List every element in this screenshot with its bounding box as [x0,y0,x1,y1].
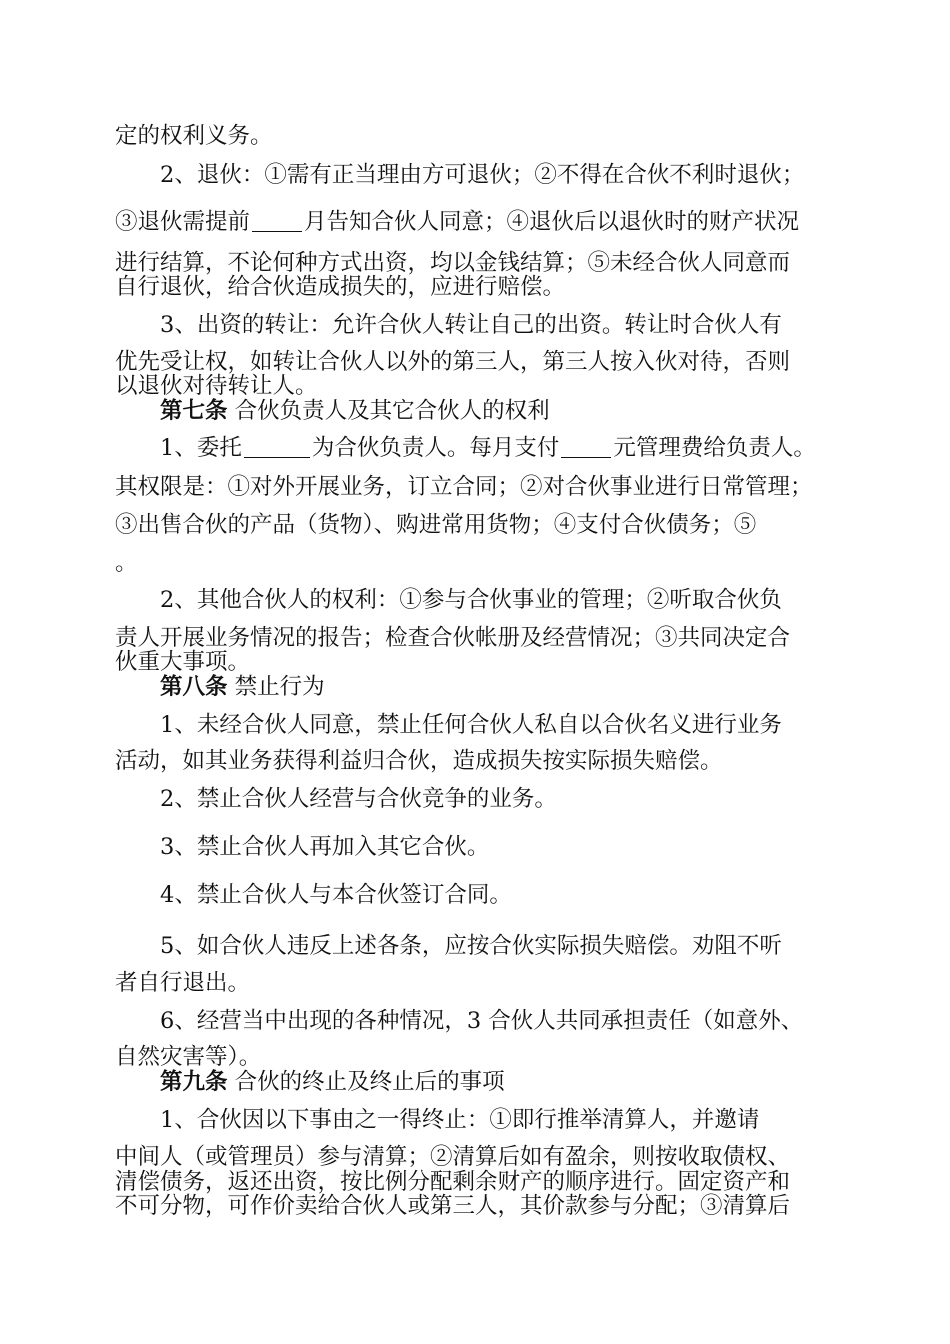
text-line: ③出售合伙的产品（货物）、购进常用货物；④支付合伙债务；⑤ [115,512,757,538]
text-segment: 元管理费给负责人。 [613,435,816,461]
text-line: 优先受让权，如转让合伙人以外的第三人，第三人按入伙对待，否则 [115,349,791,375]
text-line: 不可分物，可作价卖给合伙人或第三人，其价款参与分配；③清算后 [115,1193,791,1219]
blank-underline [561,435,611,458]
text-segment: ③退伙需提前 [115,209,251,235]
text-segment: 月告知合伙人同意；④退伙后以退伙时的财产状况 [304,209,800,235]
blank-underline [252,209,302,232]
text-line: 定的权利义务。 [115,123,273,149]
text-segment: 1、委托 [160,435,242,461]
text-line [115,207,950,237]
text-line: 2、其他合伙人的权利：①参与合伙事业的管理；②听取合伙负 [160,587,782,613]
text-line: 伙重大事项。 [115,649,251,675]
text-line: 自行退伙，给合伙造成损失的，应进行赔偿。 [115,274,566,300]
text-line: 自然灾害等）。 [115,1044,262,1070]
text-segment: 为合伙负责人。每月支付 [311,435,560,461]
text-line: 2、退伙：①需有正当理由方可退伙；②不得在合伙不利时退伙； [160,162,805,188]
text-line [160,433,950,463]
article-title: 禁止行为 [234,674,325,700]
article-number: 第九条 [160,1069,228,1095]
text-line: 进行结算，不论何种方式出资，均以金钱结算；⑤未经合伙人同意而 [115,250,791,276]
article-title: 合伙的终止及终止后的事项 [234,1069,505,1095]
text-line: 3、出资的转让：允许合伙人转让自己的出资。转让时合伙人有 [160,312,782,338]
text-line: 以退伙对待转让人。 [115,373,318,399]
text-line: 活动，如其业务获得利益归合伙，造成损失按实际损失赔偿。 [115,748,723,774]
text-line: 1、合伙因以下事由之一得终止：①即行推举清算人，并邀请 [160,1107,760,1133]
section-heading-8 [160,672,950,702]
text-line: 5、如合伙人违反上述各条，应按合伙实际损失赔偿。劝阻不听 [160,933,782,959]
text-line: 3、禁止合伙人再加入其它合伙。 [160,834,490,860]
article-number: 第八条 [160,674,228,700]
text-line: 其权限是：①对外开展业务，订立合同；②对合伙事业进行日常管理； [115,474,813,500]
text-line: 4、禁止合伙人与本合伙签订合同。 [160,882,512,908]
section-heading-7 [160,396,950,426]
section-heading-9 [160,1067,950,1097]
article-number: 第七条 [160,398,228,424]
text-line: 。 [115,550,138,576]
article-title: 合伙负责人及其它合伙人的权利 [234,398,550,424]
blank-underline [244,435,310,458]
text-line: 6、经营当中出现的各种情况，3 合伙人共同承担责任（如意外、 [160,1008,804,1034]
text-line: 清偿债务，返还出资，按比例分配剩余财产的顺序进行。固定资产和 [115,1169,791,1195]
text-line: 1、未经合伙人同意，禁止任何合伙人私自以合伙名义进行业务 [160,712,782,738]
text-line: 责人开展业务情况的报告；检查合伙帐册及经营情况；③共同决定合 [115,625,791,651]
text-line: 中间人（或管理员）参与清算；②清算后如有盈余，则按收取债权、 [115,1144,791,1170]
text-line: 者自行退出。 [115,970,251,996]
text-line: 2、禁止合伙人经营与合伙竞争的业务。 [160,786,557,812]
